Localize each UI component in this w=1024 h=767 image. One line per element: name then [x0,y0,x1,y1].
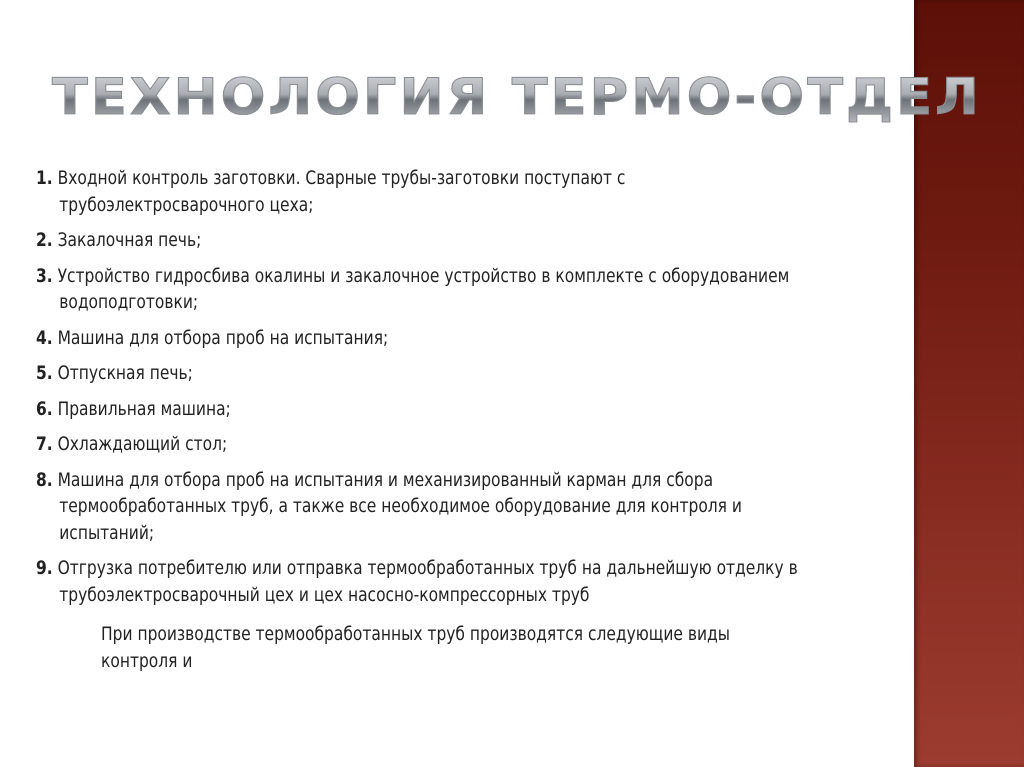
slide-title: ТЕХНОЛОГИЯ ТЕРМО-ОТДЕЛ [52,68,982,126]
list-item: 8. Машина для отбора проб на испытания и механизированный карман для сбора термообработанных труб, а также все необходимое оборудование для контроля и испытаний; [36,469,742,544]
list-item: 4. Машина для отбора проб на испытания; [36,327,389,349]
list-item: 6. Правильная машина; [36,398,231,420]
list-item: 2. Закалочная печь; [36,230,202,251]
control-note: При производстве термообработанных труб производятся следующие виды контроля и [101,624,730,672]
list-item: 9. Отгрузка потребителю или отправка термообработанных труб на дальнейшую отделку в трубоэлектросварочный цех и цех насосно-компрессорных труб [36,558,798,606]
list-item: 7. Охлаждающий стол; [36,434,228,455]
list-item: 3. Устройство гидросбива окалины и закалочное устройство в комплекте с оборудованием водоподготовки; [36,265,790,313]
list-item: 5. Отпускная печь; [36,363,193,384]
process-list [36,166,799,618]
list-item: 1. Входной контроль заготовки. Сварные трубы-заготовки поступают с трубоэлектросварочного цеха; [36,168,626,216]
